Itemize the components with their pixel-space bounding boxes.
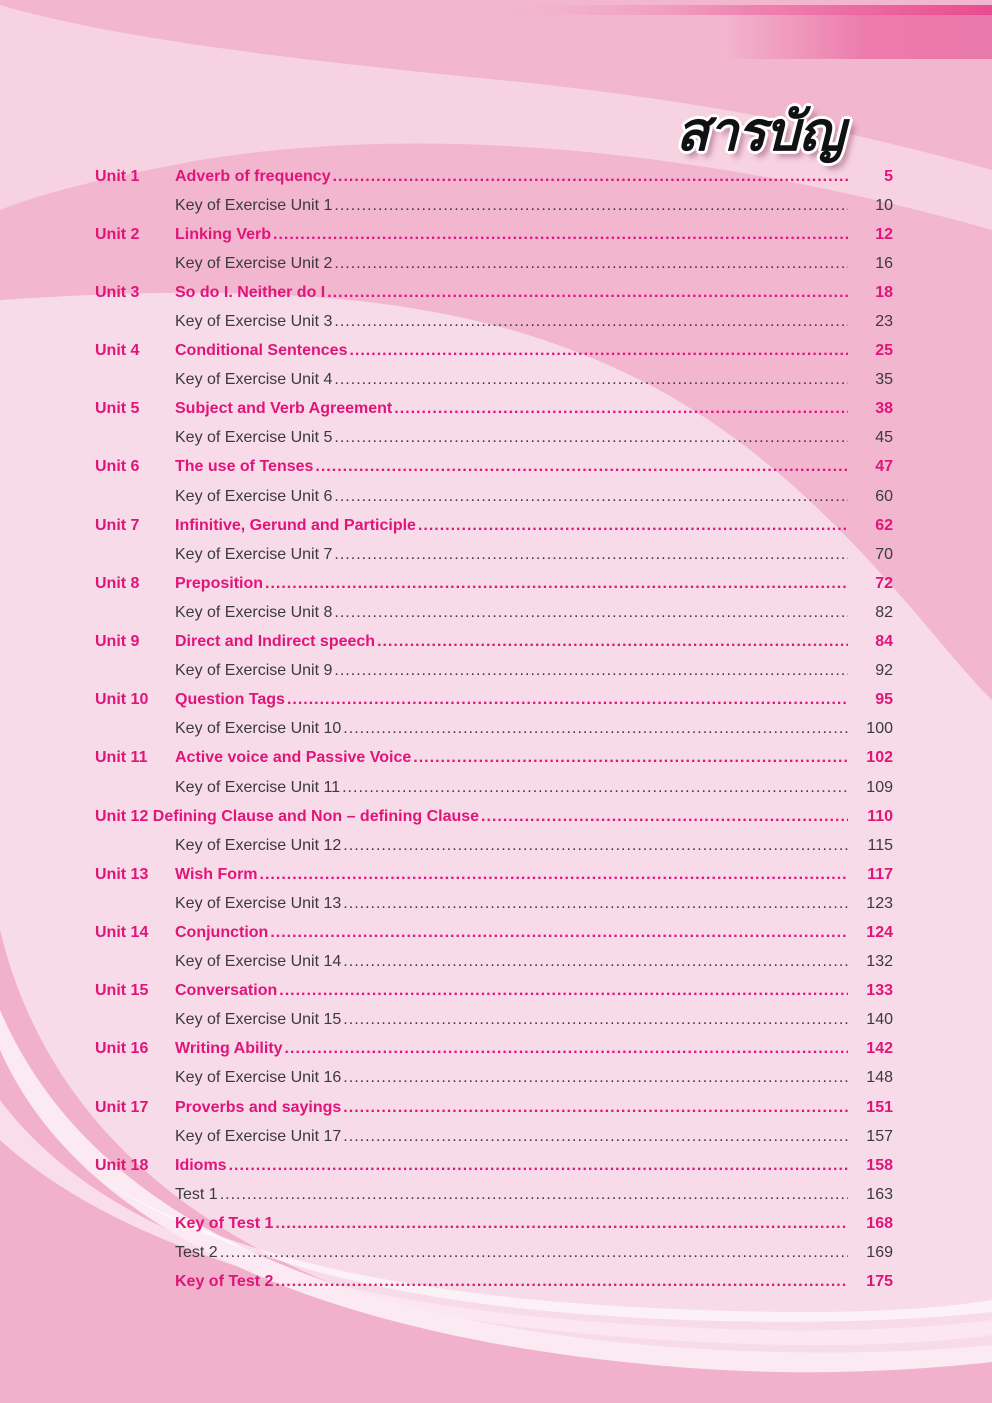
- entry-title-with-leader: [175, 1273, 848, 1291]
- entry-title: Key of Exercise Unit 10: [175, 720, 342, 738]
- entry-title: Idioms: [175, 1156, 227, 1174]
- toc-sub-entry[interactable]: [95, 482, 895, 511]
- entry-title-with-leader: [175, 226, 848, 244]
- page-number: 110: [867, 807, 893, 825]
- toc-unit-entry[interactable]: [95, 802, 895, 831]
- page-number: 124: [866, 923, 893, 941]
- entry-title: Question Tags: [175, 691, 285, 709]
- page-number: 115: [867, 836, 893, 854]
- dot-leader: [334, 488, 848, 506]
- page-number: 158: [866, 1156, 893, 1174]
- dot-leader: [334, 313, 848, 331]
- entry-title: Key of Exercise Unit 15: [175, 1011, 342, 1029]
- entry-title-with-leader: [175, 633, 848, 651]
- page-number: 82: [875, 603, 893, 621]
- unit-label: Unit 15: [95, 982, 149, 1000]
- page-number: 175: [866, 1273, 893, 1291]
- entry-title-with-leader: [175, 866, 848, 884]
- unit-label: Unit 2: [95, 225, 140, 243]
- page-number: 23: [875, 313, 893, 331]
- entry-title: Key of Exercise Unit 2: [175, 254, 333, 272]
- page-number: 168: [866, 1214, 893, 1232]
- unit-label: Unit 10: [95, 691, 149, 709]
- toc-sub-entry[interactable]: [95, 598, 895, 627]
- page-number: 163: [866, 1185, 893, 1203]
- unit-label: Unit 8: [95, 574, 140, 592]
- toc-sub-entry[interactable]: [95, 1238, 895, 1267]
- entry-title-with-leader: [175, 429, 848, 447]
- toc-sub-entry[interactable]: [95, 773, 895, 802]
- dot-leader: [334, 255, 848, 273]
- toc-unit-entry[interactable]: [95, 395, 895, 424]
- dot-leader: [327, 284, 848, 302]
- page-number: 92: [875, 662, 893, 680]
- entry-title-with-leader: [175, 1215, 848, 1233]
- unit-label: Unit 13: [95, 865, 149, 883]
- page-number: 47: [875, 458, 893, 476]
- dot-leader: [334, 429, 848, 447]
- page-number: 70: [875, 545, 893, 563]
- dot-leader: [349, 342, 848, 360]
- entry-title-with-leader: [175, 691, 848, 709]
- entry-title-with-leader: [175, 1040, 848, 1058]
- dot-leader: [418, 517, 848, 535]
- entry-title-with-leader: [175, 575, 848, 593]
- entry-title: Key of Exercise Unit 6: [175, 487, 333, 505]
- toc-unit-entry[interactable]: [95, 918, 895, 947]
- entry-title-with-leader: [175, 313, 848, 331]
- entry-title-with-leader: [95, 808, 848, 826]
- dot-leader: [287, 691, 848, 709]
- entry-title-with-leader: [175, 168, 848, 186]
- dot-leader: [334, 197, 848, 215]
- entry-title: Key of Exercise Unit 12: [175, 836, 342, 854]
- page-number: 123: [866, 894, 893, 912]
- entry-title-with-leader: [175, 924, 848, 942]
- entry-title-with-leader: [175, 1244, 848, 1262]
- entry-title-with-leader: [175, 720, 848, 738]
- page-number: 151: [866, 1098, 893, 1116]
- toc-sub-entry[interactable]: [95, 366, 895, 395]
- entry-title: Test 1: [175, 1185, 218, 1203]
- entry-title: Key of Exercise Unit 9: [175, 662, 333, 680]
- page-title: สารบัญ: [676, 100, 844, 163]
- entry-title: Adverb of frequency: [175, 167, 331, 185]
- toc-sub-entry[interactable]: [95, 715, 895, 744]
- entry-title-with-leader: [175, 953, 848, 971]
- toc-sub-entry[interactable]: [95, 1064, 895, 1093]
- toc-unit-entry[interactable]: [95, 278, 895, 307]
- entry-title: Conversation: [175, 982, 278, 1000]
- entry-title-with-leader: [175, 517, 848, 535]
- dot-leader: [279, 982, 848, 1000]
- entry-title: Direct and Indirect speech: [175, 633, 376, 651]
- page-number: 117: [867, 865, 893, 883]
- unit-label: Unit 6: [95, 458, 140, 476]
- page-number: 100: [866, 720, 893, 738]
- entry-title: Key of Exercise Unit 16: [175, 1069, 342, 1087]
- entry-title-with-leader: [175, 1069, 848, 1087]
- entry-title-with-leader: [175, 982, 848, 1000]
- toc-unit-entry[interactable]: [95, 162, 895, 191]
- entry-title-with-leader: [175, 197, 848, 215]
- unit-label: Unit 4: [95, 342, 140, 360]
- unit-label: Unit 1: [95, 167, 140, 185]
- page-number: 5: [884, 167, 893, 185]
- dot-leader: [343, 953, 848, 971]
- page-number: 38: [875, 400, 893, 418]
- dot-leader: [343, 1069, 848, 1087]
- unit-label: Unit 18: [95, 1156, 149, 1174]
- entry-title: Wish Form: [175, 865, 258, 883]
- unit-label: Unit 9: [95, 633, 140, 651]
- dot-leader: [334, 604, 848, 622]
- entry-title: Key of Exercise Unit 14: [175, 953, 342, 971]
- toc-unit-entry[interactable]: [95, 453, 895, 482]
- dot-leader: [260, 866, 848, 884]
- dot-leader: [334, 546, 848, 564]
- entry-title: Writing Ability: [175, 1040, 283, 1058]
- toc-unit-entry[interactable]: [95, 569, 895, 598]
- unit-label: Unit 3: [95, 283, 140, 301]
- entry-title-with-leader: [175, 749, 848, 767]
- toc-sub-entry[interactable]: [95, 191, 895, 220]
- unit-label: Unit 17: [95, 1098, 149, 1116]
- entry-title-with-leader: [175, 342, 848, 360]
- dot-leader: [394, 400, 848, 418]
- toc-unit-entry[interactable]: [95, 337, 895, 366]
- toc-unit-entry[interactable]: [95, 1268, 895, 1297]
- unit-label: Unit 5: [95, 400, 140, 418]
- entry-title: Active voice and Passive Voice: [175, 749, 412, 767]
- toc-unit-entry[interactable]: [95, 220, 895, 249]
- entry-title: Conditional Sentences: [175, 342, 348, 360]
- toc-sub-entry[interactable]: [95, 1180, 895, 1209]
- entry-title: Unit 12 Defining Clause and Non – defining Clause: [95, 807, 480, 825]
- toc-sub-entry[interactable]: [95, 1006, 895, 1035]
- page-number: 84: [875, 633, 893, 651]
- entry-title: Subject and Verb Agreement: [175, 400, 393, 418]
- page-number: 62: [875, 516, 893, 534]
- dot-leader: [342, 779, 848, 797]
- unit-label: Unit 14: [95, 923, 149, 941]
- table-of-contents: [95, 162, 895, 1297]
- entry-title: Key of Exercise Unit 11: [175, 778, 341, 796]
- entry-title-with-leader: [175, 546, 848, 564]
- dot-leader: [333, 168, 848, 186]
- dot-leader: [343, 720, 848, 738]
- page-number: 142: [866, 1040, 893, 1058]
- entry-title: Key of Exercise Unit 5: [175, 429, 333, 447]
- dot-leader: [343, 895, 848, 913]
- toc-unit-entry[interactable]: [95, 1209, 895, 1238]
- unit-label: Unit 7: [95, 516, 140, 534]
- toc-sub-entry[interactable]: [95, 424, 895, 453]
- entry-title-with-leader: [175, 837, 848, 855]
- entry-title-with-leader: [175, 1011, 848, 1029]
- unit-label: Unit 16: [95, 1040, 149, 1058]
- page-number: 157: [866, 1127, 893, 1145]
- dot-leader: [334, 662, 848, 680]
- dot-leader: [334, 371, 848, 389]
- dot-leader: [275, 1273, 848, 1291]
- entry-title-with-leader: [175, 1099, 848, 1117]
- toc-unit-entry[interactable]: [95, 1093, 895, 1122]
- toc-unit-entry[interactable]: [95, 744, 895, 773]
- page-number: 169: [866, 1244, 893, 1262]
- page-number: 45: [875, 429, 893, 447]
- entry-title-with-leader: [175, 400, 848, 418]
- entry-title-with-leader: [175, 779, 848, 797]
- dot-leader: [343, 1099, 848, 1117]
- toc-sub-entry[interactable]: [95, 307, 895, 336]
- page-number: 95: [875, 691, 893, 709]
- dot-leader: [481, 808, 848, 826]
- toc-unit-entry[interactable]: [95, 1035, 895, 1064]
- page-number: 72: [875, 574, 893, 592]
- entry-title: Key of Exercise Unit 7: [175, 545, 333, 563]
- entry-title: Test 2: [175, 1244, 218, 1262]
- dot-leader: [220, 1186, 848, 1204]
- entry-title: Infinitive, Gerund and Participle: [175, 516, 416, 534]
- page-number: 133: [866, 982, 893, 1000]
- dot-leader: [229, 1157, 848, 1175]
- dot-leader: [275, 1215, 848, 1233]
- toc-sub-entry[interactable]: [95, 831, 895, 860]
- dot-leader: [315, 458, 848, 476]
- entry-title-with-leader: [175, 371, 848, 389]
- entry-title: Key of Exercise Unit 1: [175, 196, 333, 214]
- entry-title-with-leader: [175, 895, 848, 913]
- entry-title-with-leader: [175, 255, 848, 273]
- toc-sub-entry[interactable]: [95, 1122, 895, 1151]
- toc-unit-entry[interactable]: [95, 977, 895, 1006]
- entry-title-with-leader: [175, 604, 848, 622]
- page-number: 102: [866, 749, 893, 767]
- unit-label: Unit 11: [95, 749, 148, 767]
- entry-title: Key of Exercise Unit 4: [175, 371, 333, 389]
- page-number: 35: [875, 371, 893, 389]
- page-number: 10: [875, 196, 893, 214]
- toc-unit-entry[interactable]: [95, 1151, 895, 1180]
- toc-unit-entry[interactable]: [95, 511, 895, 540]
- toc-sub-entry[interactable]: [95, 948, 895, 977]
- entry-title-with-leader: [175, 1186, 848, 1204]
- entry-title: Key of Exercise Unit 17: [175, 1127, 342, 1145]
- entry-title-with-leader: [175, 1157, 848, 1175]
- entry-title: So do I. Neither do I: [175, 283, 326, 301]
- entry-title-with-leader: [175, 662, 848, 680]
- entry-title-with-leader: [175, 488, 848, 506]
- entry-title: Linking Verb: [175, 225, 272, 243]
- page-number: 18: [875, 283, 893, 301]
- dot-leader: [270, 924, 848, 942]
- entry-title: Conjunction: [175, 923, 269, 941]
- dot-leader: [343, 837, 848, 855]
- toc-unit-entry[interactable]: [95, 860, 895, 889]
- page-number: 148: [866, 1069, 893, 1087]
- entry-title: Key of Exercise Unit 3: [175, 313, 333, 331]
- page-number: 60: [875, 487, 893, 505]
- entry-title: Key of Test 2: [175, 1273, 274, 1291]
- entry-title: Key of Exercise Unit 13: [175, 894, 342, 912]
- dot-leader: [413, 749, 848, 767]
- page-number: 109: [866, 778, 893, 796]
- entry-title-with-leader: [175, 1128, 848, 1146]
- dot-leader: [273, 226, 848, 244]
- page-number: 16: [875, 254, 893, 272]
- entry-title-with-leader: [175, 284, 848, 302]
- toc-sub-entry[interactable]: [95, 540, 895, 569]
- toc-unit-entry[interactable]: [95, 628, 895, 657]
- page-number: 12: [875, 225, 893, 243]
- toc-sub-entry[interactable]: [95, 249, 895, 278]
- dot-leader: [343, 1128, 848, 1146]
- dot-leader: [377, 633, 848, 651]
- dot-leader: [343, 1011, 848, 1029]
- toc-sub-entry[interactable]: [95, 889, 895, 918]
- page-number: 25: [875, 342, 893, 360]
- entry-title-with-leader: [175, 458, 848, 476]
- entry-title: Proverbs and sayings: [175, 1098, 342, 1116]
- page-number: 140: [866, 1011, 893, 1029]
- dot-leader: [265, 575, 848, 593]
- entry-title: Preposition: [175, 574, 264, 592]
- entry-title: Key of Test 1: [175, 1214, 274, 1232]
- dot-leader: [220, 1244, 848, 1262]
- page-number: 132: [866, 953, 893, 971]
- toc-unit-entry[interactable]: [95, 686, 895, 715]
- entry-title: Key of Exercise Unit 8: [175, 603, 333, 621]
- dot-leader: [285, 1040, 848, 1058]
- toc-sub-entry[interactable]: [95, 657, 895, 686]
- entry-title: The use of Tenses: [175, 458, 314, 476]
